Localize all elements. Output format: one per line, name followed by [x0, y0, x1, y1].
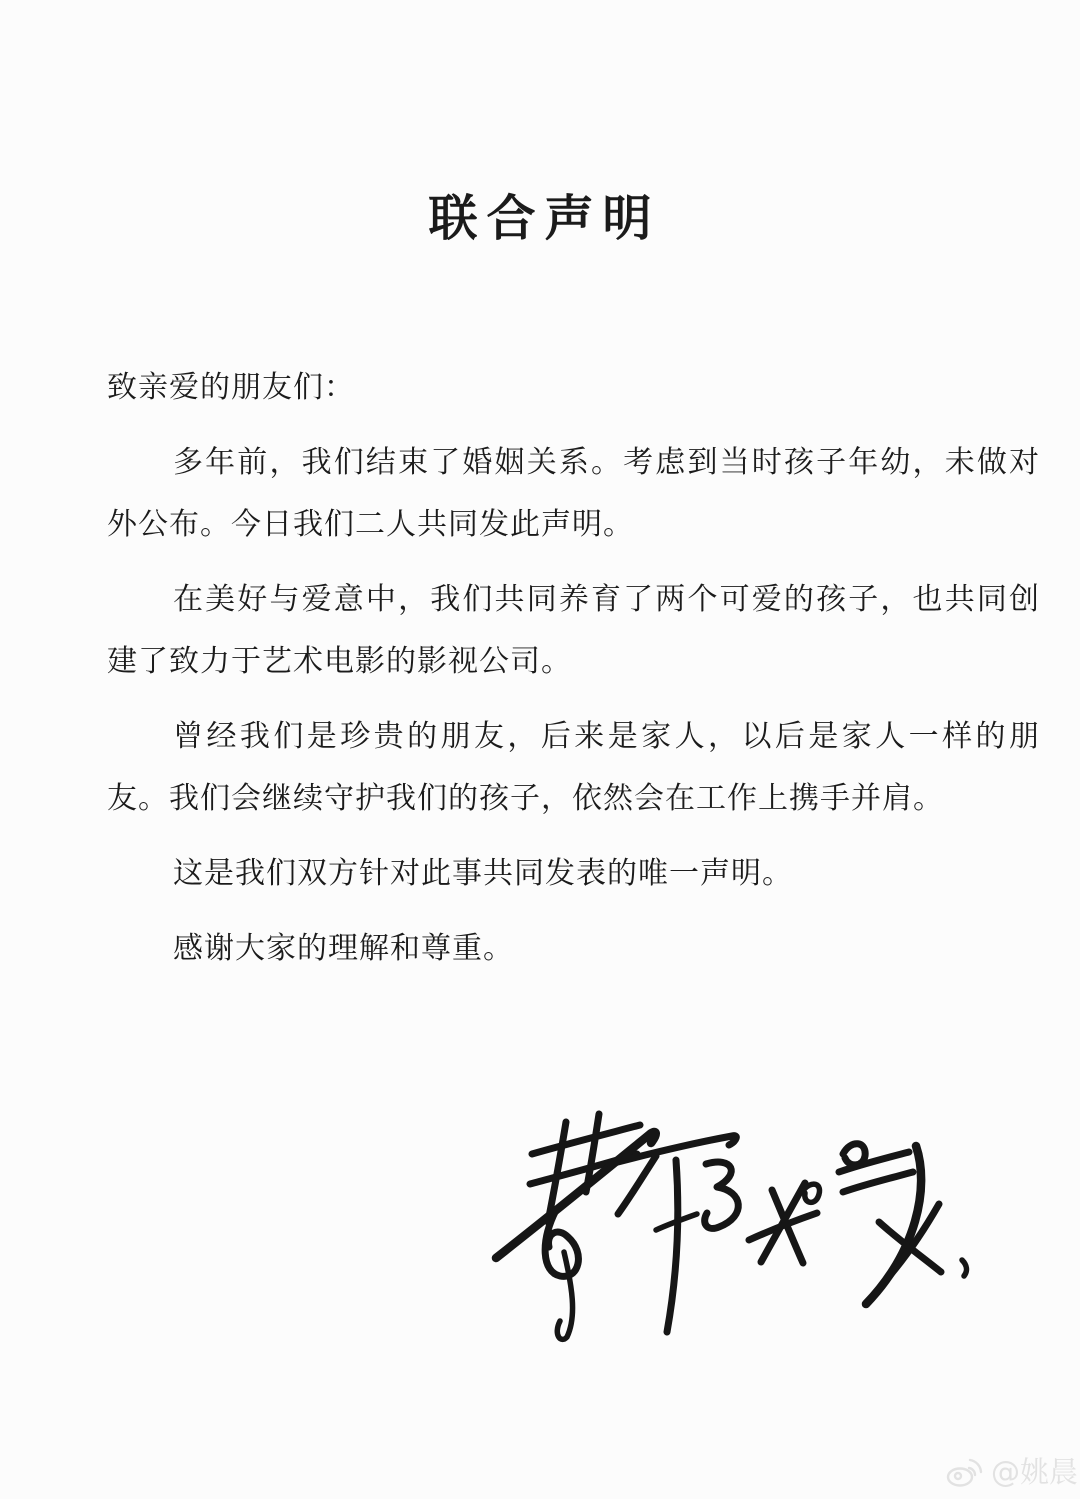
- statement-paragraph-4: 这是我们双方针对此事共同发表的唯一声明。: [173, 856, 793, 891]
- watermark-text: @姚晨: [991, 1455, 1079, 1489]
- signatures-block: [470, 1090, 1010, 1350]
- weibo-icon: [946, 1454, 984, 1488]
- document-title: 联合声明: [428, 189, 661, 247]
- signature-cao-yu: [496, 1114, 738, 1339]
- salutation: 致亲爱的朋友们：: [107, 370, 355, 405]
- signature-yao-chen: [749, 1144, 966, 1304]
- statement-paragraph-5: 感谢大家的理解和尊重。: [173, 931, 514, 966]
- weibo-watermark: [946, 1450, 1078, 1491]
- statement-body: [107, 357, 1040, 980]
- statement-paragraph-2: 在美好与爱意中，我们共同养育了两个可爱的孩子，也共同创建了致力于艺术电影的影视公司。: [107, 582, 1040, 679]
- statement-paragraph-1: 多年前，我们结束了婚姻关系。考虑到当时孩子年幼，未做对外公布。今日我们二人共同发此声明。: [107, 445, 1040, 542]
- statement-paragraph-3: 曾经我们是珍贵的朋友，后来是家人，以后是家人一样的朋友。我们会继续守护我们的孩子，依然会在工作上携手并肩。: [107, 719, 1040, 816]
